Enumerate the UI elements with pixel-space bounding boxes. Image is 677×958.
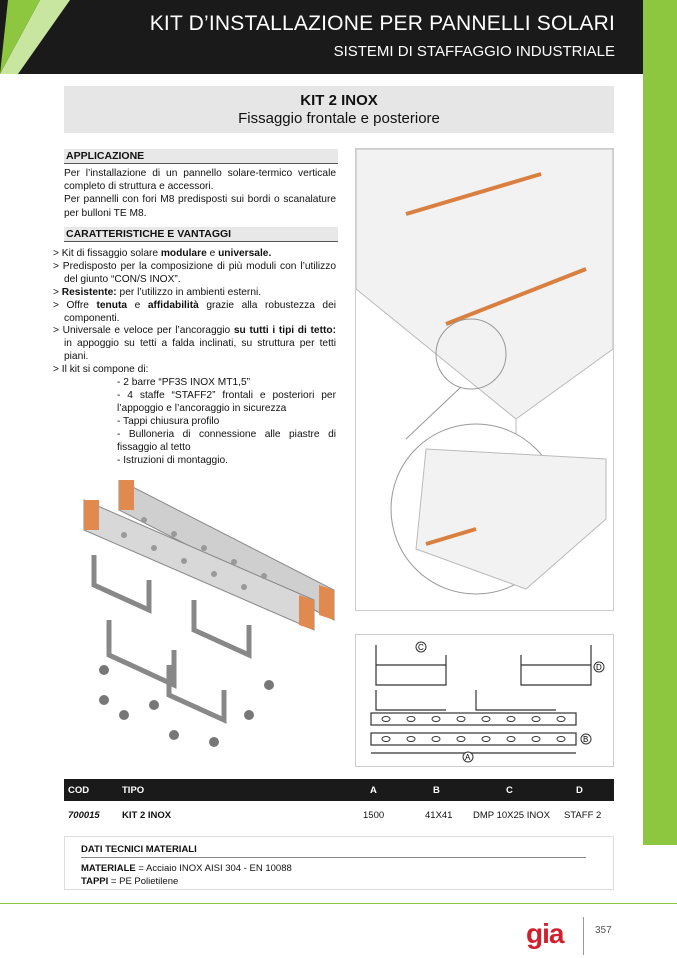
col-cod: COD	[68, 785, 90, 796]
feature-item: > Offre tenuta e affidabilità grazie alla robustezza dei componenti.	[53, 299, 336, 324]
cell-c: DMP 10X25 INOX	[473, 810, 550, 821]
kit-title: KIT 2 INOX	[300, 92, 378, 109]
tech-drawing-svg	[356, 635, 613, 766]
brand-logo: gia	[526, 918, 564, 949]
technical-drawing	[355, 634, 614, 767]
technical-data-box	[64, 836, 614, 890]
footer-line	[0, 903, 677, 904]
col-tipo: TIPO	[122, 785, 145, 796]
cell-d: STAFF 2	[564, 810, 602, 821]
col-c: C	[506, 785, 513, 796]
applicazione-line: Per l’installazione di un pannello solare-termico verticale completo di struttura e accessori.	[64, 168, 336, 193]
product-table-header	[64, 779, 614, 801]
page-number: 357	[595, 925, 612, 936]
drawing-label-a	[463, 752, 473, 762]
col-a: A	[370, 785, 377, 796]
kit-component: - Tappi chiusura profilo	[117, 415, 220, 427]
applicazione-line: Per pannelli con fori M8 predisposti sui bordi o scanalature per bulloni TE M8.	[64, 194, 336, 219]
features-list	[53, 248, 336, 467]
kit-component: - 2 barre “PF3S INOX MT1,5”	[117, 377, 251, 389]
dati-heading: DATI TECNICI MATERIALI	[81, 844, 586, 858]
kit-component: - Bulloneria di connessione alle piastre di fissaggio al tetto	[117, 428, 336, 453]
applicazione-text	[64, 167, 336, 220]
svg-text:A: A	[465, 753, 471, 762]
kit-title-box	[64, 86, 614, 133]
cell-b: 41X41	[425, 810, 453, 821]
feature-item: > Il kit si compone di:	[53, 364, 149, 376]
corner-decoration	[0, 0, 90, 74]
section-heading-caratteristiche: CARATTERISTICHE E VANTAGGI	[64, 227, 338, 242]
cell-a: 1500	[363, 810, 385, 821]
dati-materiale: MATERIALE = Acciaio INOX AISI 304 - EN 10088	[81, 863, 292, 874]
kit-component: - Istruzioni di montaggio.	[117, 454, 228, 466]
header-subtitle: SISTEMI DI STAFFAGGIO INDUSTRIALE	[333, 43, 615, 60]
feature-item: > Resistente: per l’utilizzo in ambienti esterni.	[53, 286, 262, 298]
panel-drawing-svg	[356, 149, 613, 610]
product-photo	[64, 480, 349, 770]
kit-subtitle: Fissaggio frontale e posteriore	[238, 110, 440, 127]
bolts	[99, 665, 274, 747]
feature-item: > Universale e veloce per l’ancoraggio su tutti i tipi di tetto: in appoggio su tetti a falda inclinati, su struttura per tetti piani.	[53, 325, 336, 363]
feature-item: > Predisposto per la composizione di più moduli con l’utilizzo del giunto “CON/S INOX”.	[53, 260, 336, 285]
drawing-label-d	[594, 662, 604, 672]
svg-text:B: B	[583, 735, 589, 744]
cell-tipo: KIT 2 INOX	[122, 810, 172, 821]
feature-item: > Kit di fissaggio solare modulare e universale.	[53, 248, 272, 259]
col-d: D	[576, 785, 583, 796]
svg-text:D: D	[596, 663, 602, 672]
header-title: KIT D’INSTALLAZIONE PER PANNELLI SOLARI	[149, 12, 615, 35]
section-heading-applicazione: APPLICAZIONE	[64, 149, 338, 164]
cell-cod: 700015	[68, 810, 100, 821]
footer-divider	[583, 917, 584, 955]
table-row	[64, 805, 614, 825]
dati-tappi: TAPPI = PE Polietilene	[81, 876, 179, 887]
drawing-label-b	[581, 734, 591, 744]
drawing-label-c	[416, 642, 426, 652]
svg-text:C: C	[418, 643, 424, 652]
side-accent-bar	[643, 0, 677, 845]
col-b: B	[433, 785, 440, 796]
kit-component: - 4 staffe “STAFF2” frontali e posteriori per l’appoggio e l’ancoraggio in sicurezza	[117, 389, 336, 414]
page-header	[0, 0, 677, 74]
installation-drawing	[355, 148, 614, 611]
